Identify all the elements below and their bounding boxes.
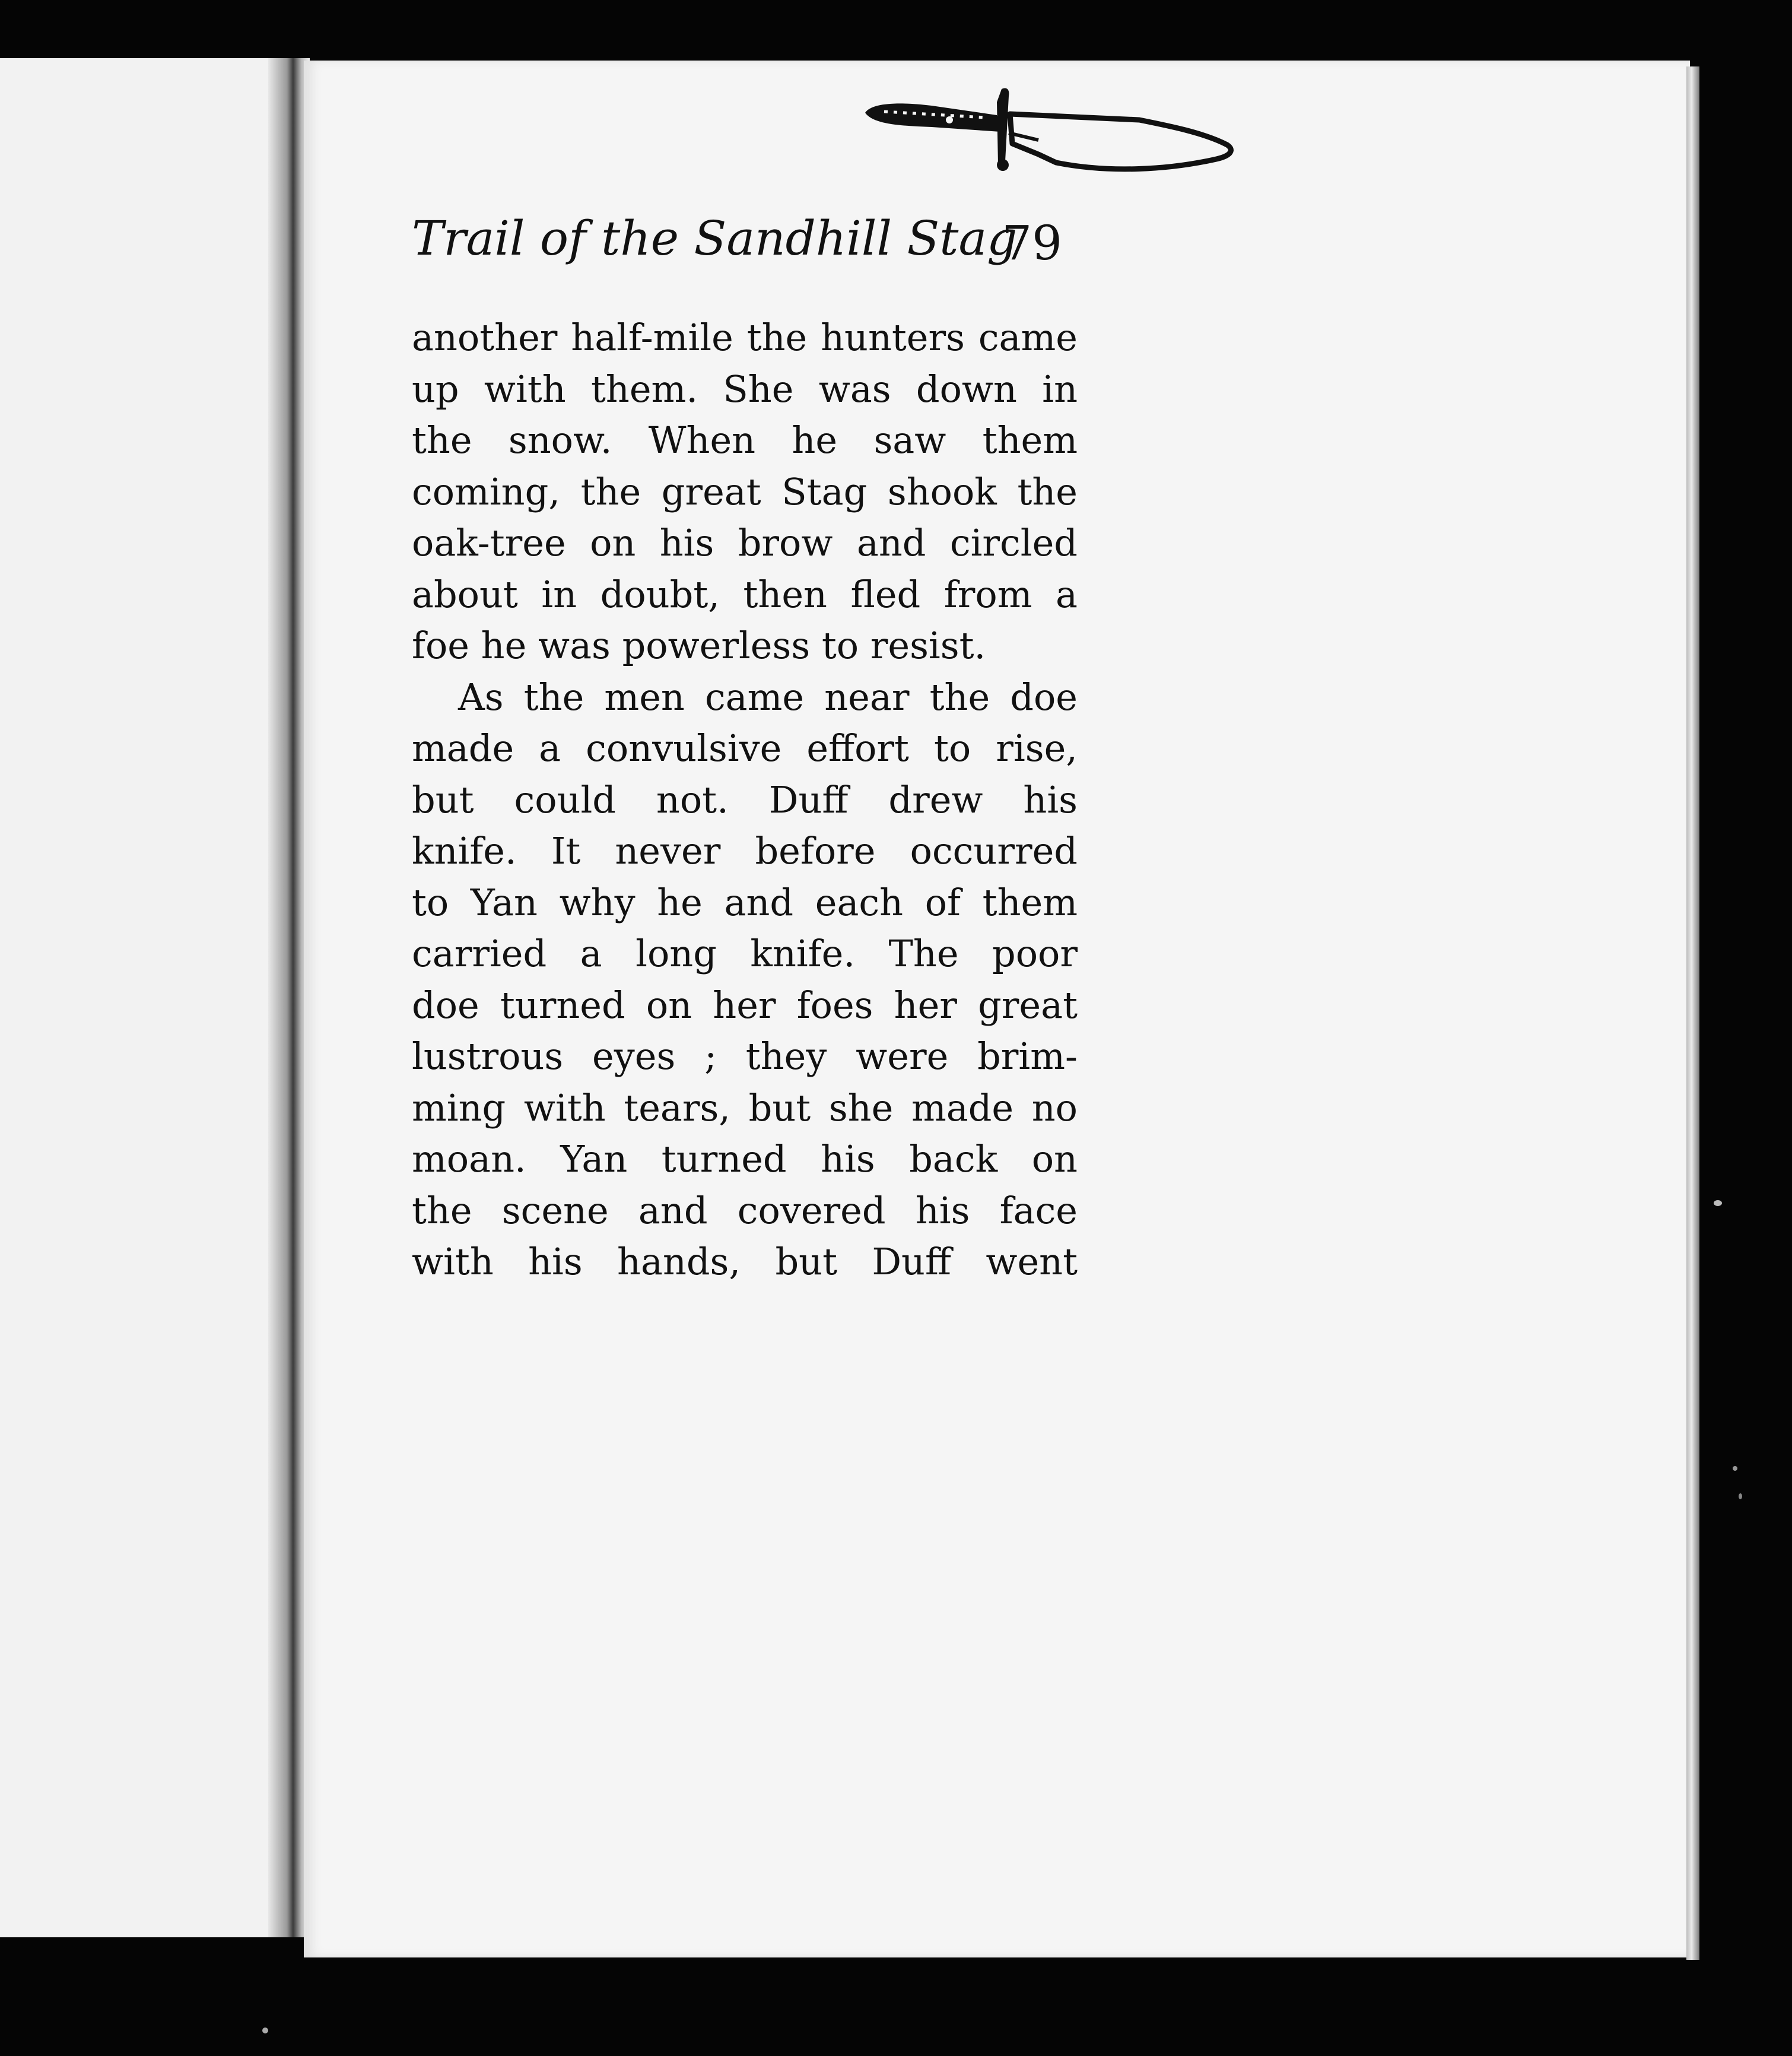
text-line: knife. It never before occurred xyxy=(412,829,1078,872)
page-number: 79 xyxy=(1002,215,1062,271)
text-line: ming with tears, but she made no xyxy=(412,1086,1078,1129)
scan-speck xyxy=(1733,1466,1737,1471)
text-line: coming, the great Stag shook the xyxy=(412,469,1078,513)
running-title: Trail of the Sandhill Stag xyxy=(412,211,1018,266)
body-text xyxy=(412,312,1078,1288)
knife-icon xyxy=(860,78,1240,183)
text-line: As the men came near the doe xyxy=(458,675,1078,719)
text-line: moan. Yan turned his back on xyxy=(412,1137,1078,1181)
text-line: but could not. Duff drew his xyxy=(412,778,1078,821)
text-line: the snow. When he saw them xyxy=(412,418,1078,462)
scan-speck xyxy=(262,2028,268,2033)
running-head xyxy=(412,203,1070,274)
text-line: carried a long knife. The poor xyxy=(412,932,1078,975)
text-line: doe turned on her foes her great xyxy=(412,983,1078,1027)
text-line: made a convulsive effort to rise, xyxy=(412,726,1078,770)
scan-speck xyxy=(1714,1200,1722,1206)
text-line: oak-tree on his brow and circled xyxy=(412,521,1078,564)
scan-speck xyxy=(1739,1493,1742,1499)
text-line: about in doubt, then fled from a xyxy=(412,572,1078,616)
text-line: the scene and covered his face xyxy=(412,1188,1078,1232)
text-line: another half-mile the hunters came xyxy=(412,316,1078,359)
text-line: to Yan why he and each of them xyxy=(412,880,1078,924)
text-line: up with them. She was down in xyxy=(412,367,1078,411)
text-line: lustrous eyes ; they were brim- xyxy=(412,1035,1078,1078)
left-page xyxy=(0,58,291,1937)
page-edge xyxy=(1686,66,1699,1960)
text-line: foe he was powerless to resist. xyxy=(412,624,986,667)
text-line: with his hands, but Duff went xyxy=(412,1240,1078,1283)
